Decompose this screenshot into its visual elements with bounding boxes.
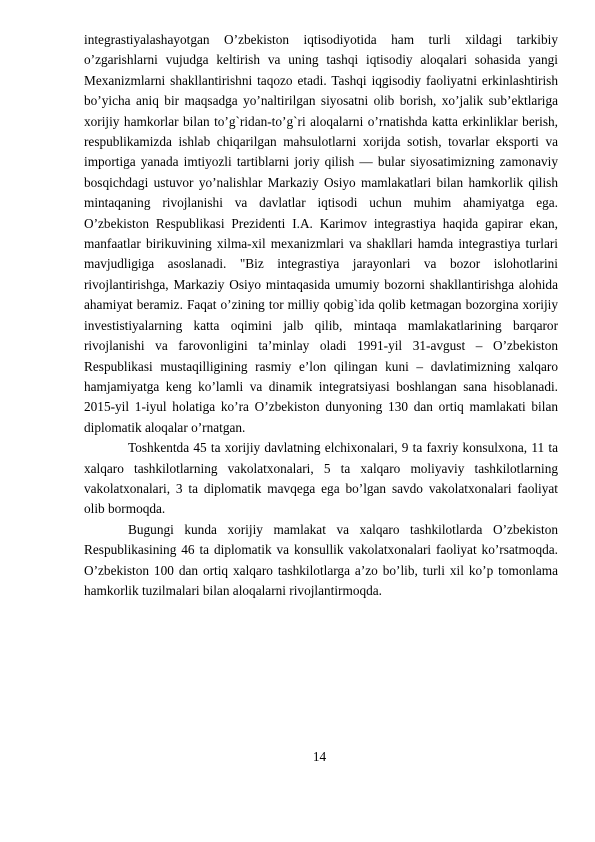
paragraph-3: Bugungi kunda xorijiy mamlakat va xalqaro tashkilotlarda O’zbekiston Respublikasining 46 ta diplomatik va konsullik vakolatxonalari faoliyat ko’rsatmoqda. O’zbekiston 100 dan ortiq xalqaro tashkilotlarga a’zo bo’lib, turli xil ko’p tomonlama hamkorlik tuzilmalari bilan aloqalarni rivojlantirmoqda. bbox=[84, 521, 558, 598]
paragraph-1: integrastiyalashayotgan O’zbekiston iqtisodiyotida ham turli xildagi tarkibiy o’zgarishlarni vujudga keltirish va uning tashqi iqtisodiy aloqalari sohasida yangi Mexanizmlarni shakllantirishni taqozo etadi. Tashqi iqgisodiy faoliyatni erkinlashtirish bo’yicha aniq bir maqsadga yo’naltirilgan siyosatni olib borish, xo’jalik sub’ektlariga xorijiy hamkorlar bilan to’g`ridan-to’g`ri aloqalarni o’rnatishda katta erkinliklar berish, respublikamizda ishlab chiqarilgan mahsulotlarni xorijda sotish, tovarlar eksporti va importiga yanada imtiyozli tartiblarni joriy qilish — bular siyosatimizning zamonaviy bosqichdagi ustuvor yo’nalishlar Markaziy Osiyo mamlakatlari bilan hamkorlik qilish mintaqaning rivojlanishi va davlatlar iqtisodi uchun muhim ahamiyatga ega. O’zbekiston Respublikasi Prezidenti I.A. Karimov integrastiya haqida gapirar ekan, manfaatlar birikuvining xilma-xil mexanizmlari va shakllari hamda integrastiya turlari mavjudligiga asoslanadi. "Biz integrastiya jarayonlari va bozor islohotlarini rivojlantirishga, Markaziy Osiyo mintaqasida umumiy bozorni shakllantirishga alohida ahamiyat beramiz. Faqat o’zining tor milliy qobig`ida qolib ketmagan bozorgina xorijiy investistiyalarning katta oqimini jalb qilib, mintaqa mamlakatlarining barqaror rivojlanishi va farovonligini ta’minlay oladi 1991-yil 31-avgust – O’zbekiston Respublikasi mustaqilligining rasmiy e’lon qilingan kuni – davlatimizning xalqaro hamjamiyatga keng ko’lamli va dinamik integratsiyasi boshlangan sana hisoblanadi. 2015-yil 1-iyul holatiga ko’ra O’zbekiston dunyoning 130 dan ortiq mamlakati bilan diplomatik aloqalar o’rnatgan. bbox=[84, 32, 558, 435]
page-number: 14 bbox=[312, 749, 327, 764]
paragraph-2: Toshkentda 45 ta xorijiy davlatning elchixonalari, 9 ta faxriy konsulxona, 11 ta xalqaro tashkilotlarning vakolatxonalari, 5 ta xalqaro moliyaviy tashkilotlarning vakolatxonalari, 3 ta diplomatik mavqega ega bo’lgan savdo vakolatxonalari faoliyat olib bormoqda. bbox=[84, 440, 558, 517]
document-page bbox=[84, 30, 558, 601]
